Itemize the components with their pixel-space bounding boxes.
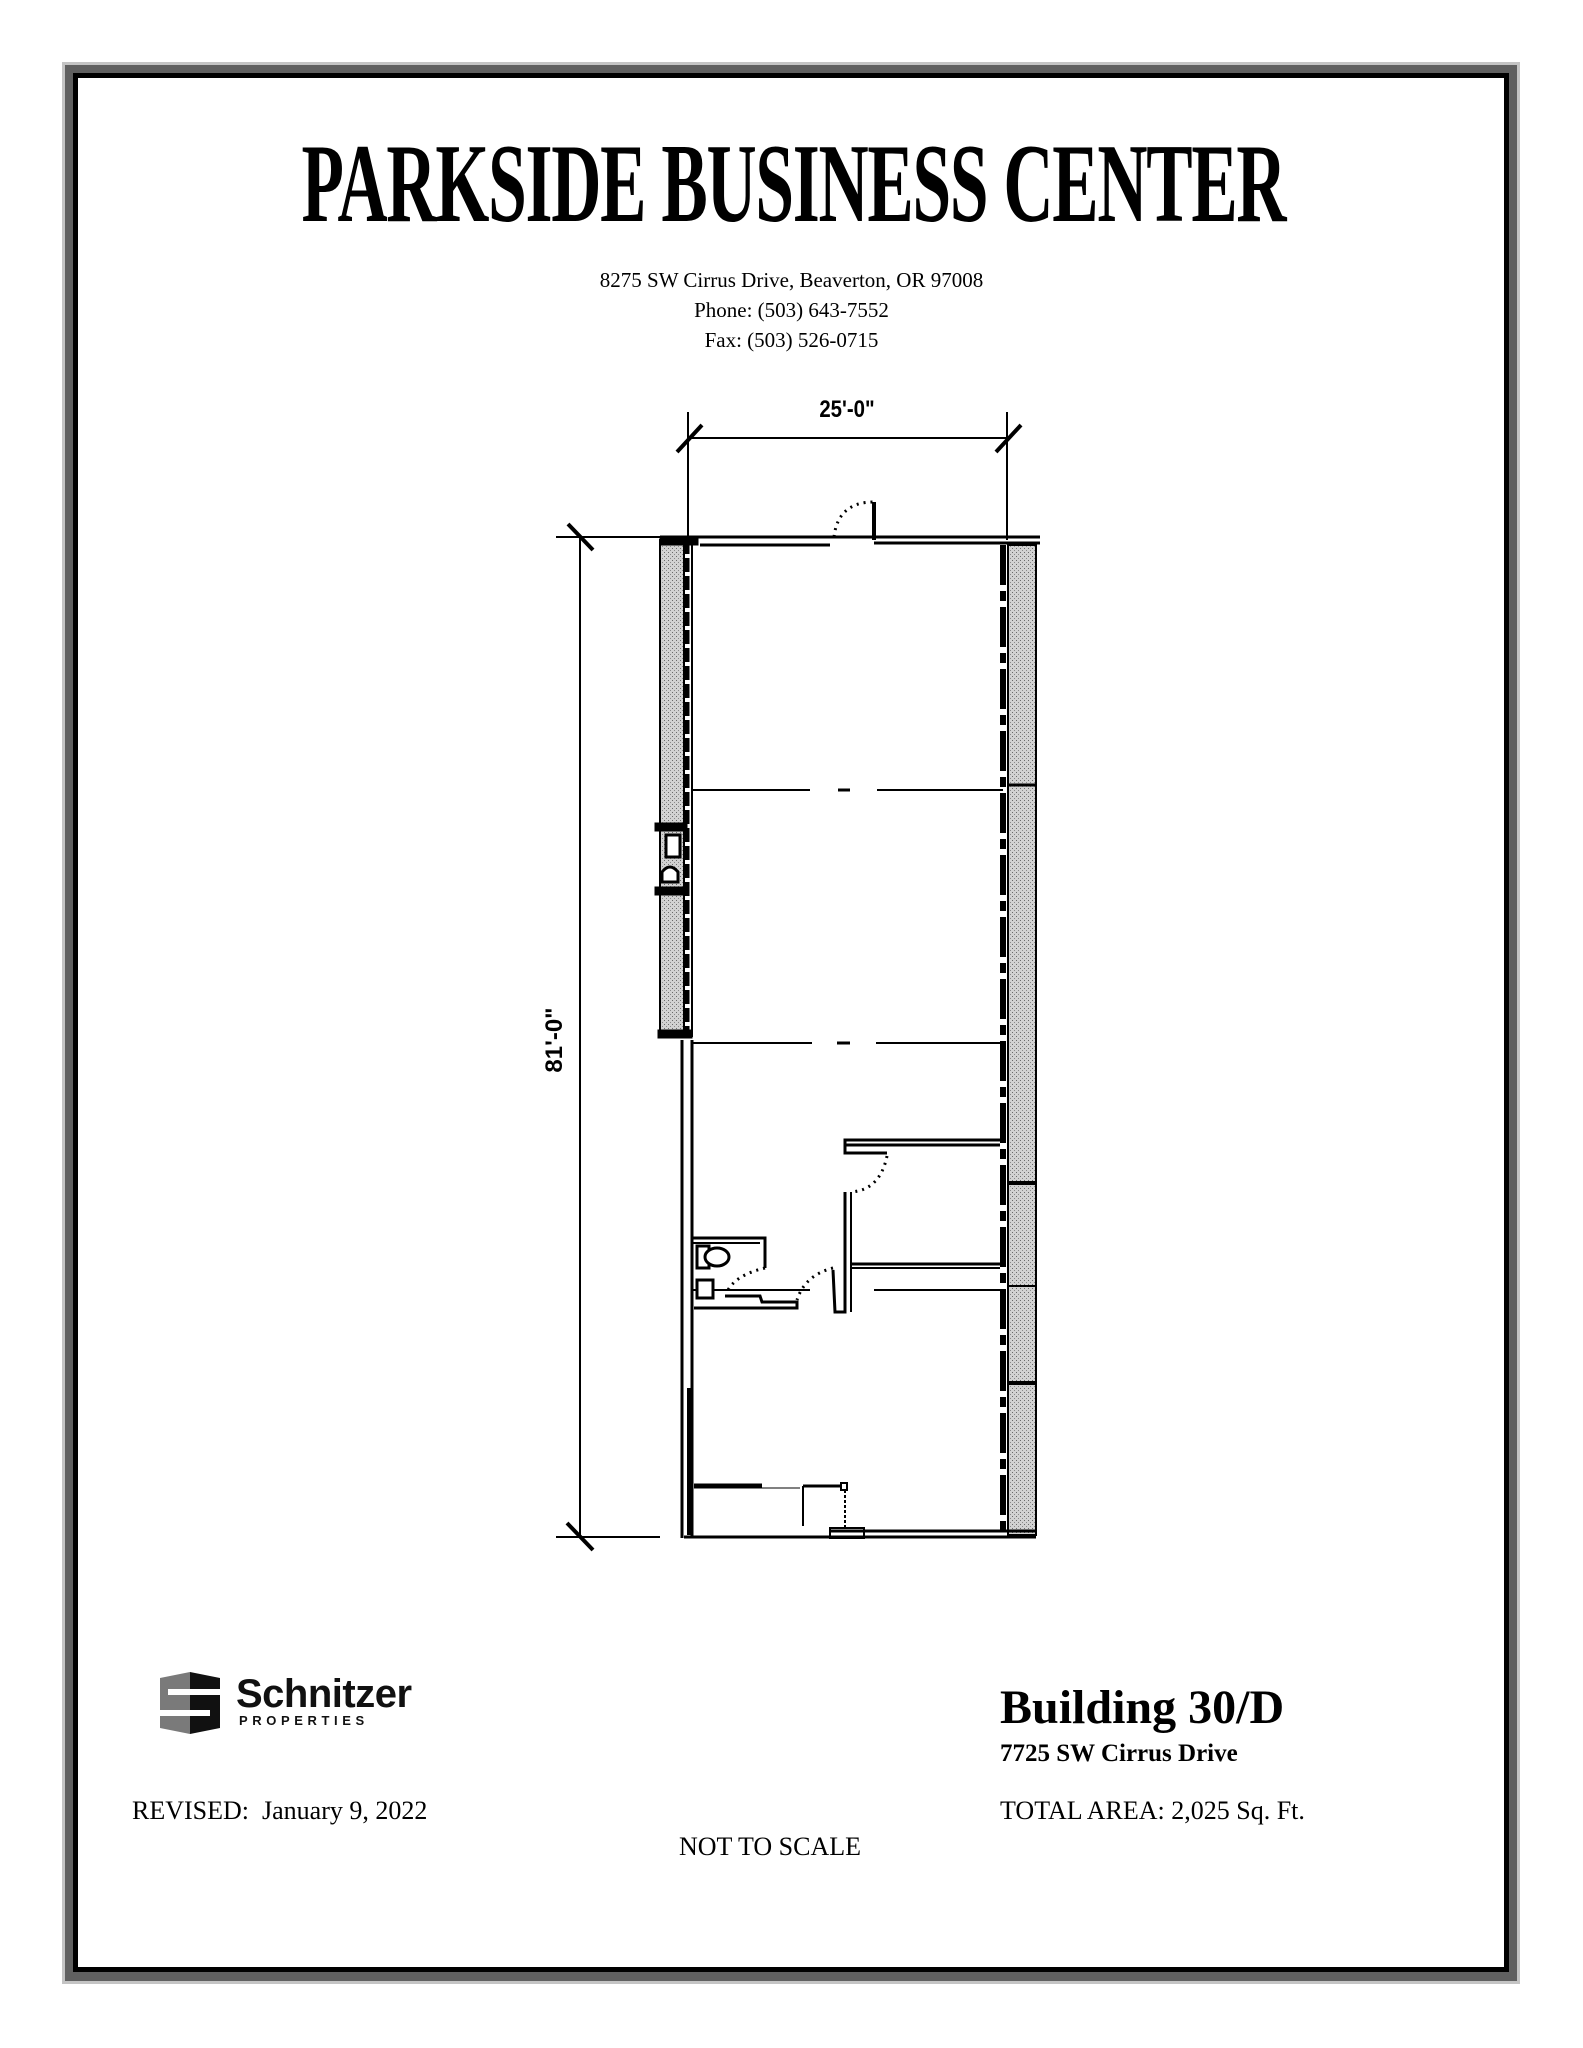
center-phone-text: Phone: (503) 643-7552 [694,298,889,322]
width-dimension-label: 25'-0" [819,395,875,423]
total-area: TOTAL AREA: 2,025 Sq. Ft. [1000,1796,1305,1825]
scale-note [0,1832,1540,1862]
scale-note-text: NOT TO SCALE [678,1832,862,1861]
center-phone [0,298,1583,322]
schnitzer-logo [160,1672,440,1734]
revised-date: REVISED: January 9, 2022 [132,1796,428,1825]
length-dimension-label: 81'-0" [541,1007,568,1073]
building-address: 7725 SW Cirrus Drive [1000,1740,1238,1767]
schnitzer-s-cube-icon [160,1672,224,1734]
title-text: PARKSIDE BUSINESS CENTER [301,122,1286,246]
center-address-text: 8275 SW Cirrus Drive, Beaverton, OR 97008 [599,268,984,292]
center-fax-text: Fax: (503) 526-0715 [704,328,879,352]
logo-name: Schnitzer [236,1672,412,1716]
building-name: Building 30/D [1000,1681,1285,1734]
logo-subtitle: PROPERTIES [239,1713,369,1728]
center-address [0,268,1583,292]
center-fax [0,328,1583,352]
page-title [0,122,1583,246]
